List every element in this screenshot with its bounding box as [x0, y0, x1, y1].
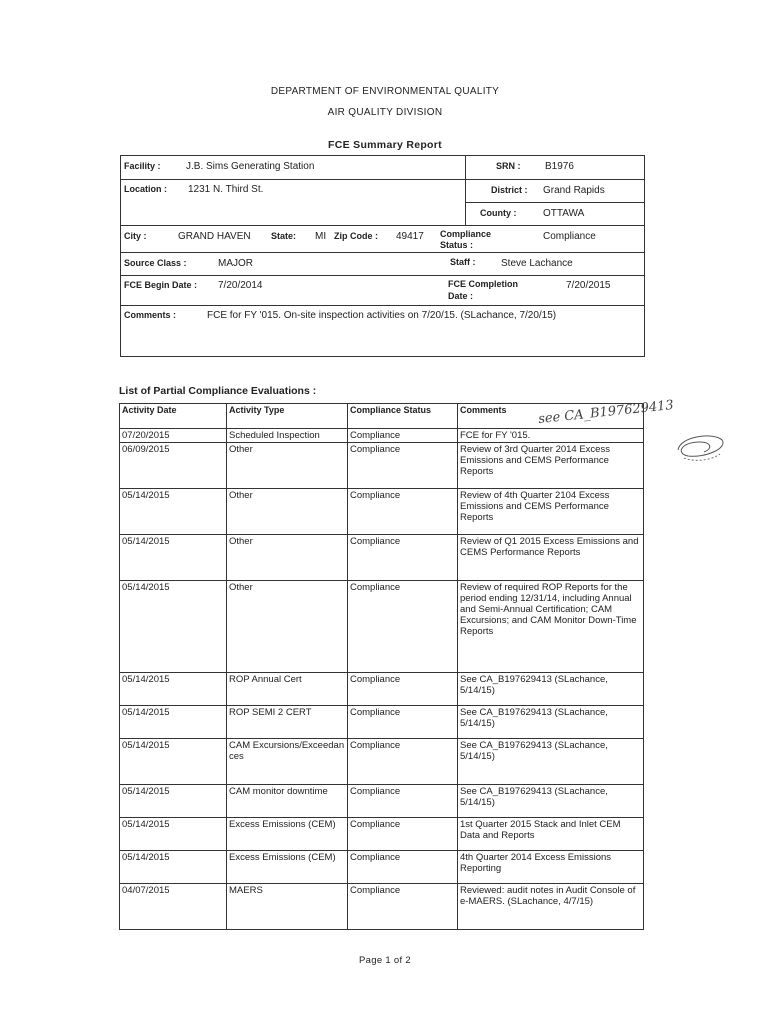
report-title: FCE Summary Report — [328, 139, 442, 151]
table-row — [120, 739, 644, 785]
compliance-status-label-line2: Status : — [440, 240, 474, 250]
divider — [465, 202, 645, 203]
begin-date-value: 7/20/2014 — [218, 280, 263, 291]
state-label: State: — [271, 231, 297, 241]
comments-cell: 4th Quarter 2014 Excess Emissions Reporting — [458, 851, 644, 884]
county-label: County : — [480, 208, 517, 218]
comments-cell: 1st Quarter 2015 Stack and Inlet CEM Data and Reports — [458, 818, 644, 851]
activity-date-cell: 05/14/2015 — [120, 785, 227, 818]
divider — [120, 305, 645, 306]
comments-cell: See CA_B197629413 (SLachance, 5/14/15) — [458, 785, 644, 818]
compliance-status-label-line1: Compliance — [440, 229, 492, 239]
activity-type-cell: ROP Annual Cert — [227, 673, 348, 706]
activity-date-cell: 05/14/2015 — [120, 706, 227, 739]
activity-type-cell: Other — [227, 443, 348, 489]
source-class-value: MAJOR — [218, 258, 253, 269]
location-label: Location : — [124, 184, 167, 194]
activity-type-cell: Excess Emissions (CEM) — [227, 851, 348, 884]
compliance-status-value: Compliance — [543, 231, 596, 242]
comments-cell: See CA_B197629413 (SLachance, 5/14/15) — [458, 673, 644, 706]
comments-label: Comments : — [124, 310, 177, 320]
comments-value: FCE for FY '015. On-site inspection activities on 7/20/15. (SLachance, 7/20/15) — [207, 310, 557, 321]
activity-type-cell: Other — [227, 581, 348, 673]
pce-table — [119, 403, 644, 930]
handwritten-note: see CA_B197629413 — [537, 397, 675, 428]
table-row — [120, 429, 644, 443]
compliance-status-cell: Compliance — [348, 443, 458, 489]
compliance-status-cell: Compliance — [348, 489, 458, 535]
table-row — [120, 785, 644, 818]
comments-cell: Reviewed: audit notes in Audit Console of e-MAERS. (SLachance, 4/7/15) — [458, 884, 644, 930]
department-heading: DEPARTMENT OF ENVIRONMENTAL QUALITY — [270, 86, 500, 97]
activity-type-cell: Excess Emissions (CEM) — [227, 818, 348, 851]
compliance-status-cell: Compliance — [348, 818, 458, 851]
activity-type-cell: Scheduled Inspection — [227, 429, 348, 443]
activity-date-cell: 05/14/2015 — [120, 535, 227, 581]
activity-date-cell: 05/14/2015 — [120, 739, 227, 785]
district-label: District : — [491, 185, 528, 195]
activity-type-cell: MAERS — [227, 884, 348, 930]
comments-cell: Review of Q1 2015 Excess Emissions and CEMS Performance Reports — [458, 535, 644, 581]
divider — [465, 155, 466, 225]
division-heading: AIR QUALITY DIVISION — [327, 107, 443, 118]
divider — [120, 179, 645, 180]
table-row — [120, 851, 644, 884]
compliance-status-cell: Compliance — [348, 673, 458, 706]
activity-type-cell: ROP SEMI 2 CERT — [227, 706, 348, 739]
activity-date-cell: 06/09/2015 — [120, 443, 227, 489]
activity-date-cell: 05/14/2015 — [120, 818, 227, 851]
city-value: GRAND HAVEN — [178, 231, 251, 242]
divider — [120, 275, 645, 276]
zip-label: Zip Code : — [334, 231, 378, 241]
divider — [120, 225, 645, 226]
activity-date-cell: 04/07/2015 — [120, 884, 227, 930]
table-row — [120, 581, 644, 673]
source-class-label: Source Class : — [124, 258, 187, 268]
handwritten-initials-signature — [670, 428, 730, 464]
column-header-comments: Comments — [458, 404, 644, 429]
table-row — [120, 535, 644, 581]
divider — [120, 252, 645, 253]
completion-label-line2: Date : — [448, 291, 474, 301]
table-row — [120, 443, 644, 489]
srn-value: B1976 — [545, 161, 574, 172]
table-row — [120, 489, 644, 535]
compliance-status-cell: Compliance — [348, 851, 458, 884]
compliance-status-cell: Compliance — [348, 785, 458, 818]
comments-cell: Review of 3rd Quarter 2014 Excess Emissions and CEMS Performance Reports — [458, 443, 644, 489]
table-row — [120, 673, 644, 706]
city-label: City : — [124, 231, 147, 241]
district-value: Grand Rapids — [543, 185, 605, 196]
compliance-status-cell: Compliance — [348, 884, 458, 930]
activity-date-cell: 05/14/2015 — [120, 581, 227, 673]
activity-type-cell: CAM monitor downtime — [227, 785, 348, 818]
county-value: OTTAWA — [543, 208, 585, 219]
activity-date-cell: 05/14/2015 — [120, 489, 227, 535]
activity-date-cell: 05/14/2015 — [120, 851, 227, 884]
column-header-compliance-status: Compliance Status — [348, 404, 458, 429]
facility-value: J.B. Sims Generating Station — [186, 161, 315, 172]
table-row — [120, 884, 644, 930]
facility-label: Facility : — [124, 161, 161, 171]
comments-cell: See CA_B197629413 (SLachance, 5/14/15) — [458, 706, 644, 739]
pce-heading: List of Partial Compliance Evaluations : — [119, 385, 317, 397]
staff-value: Steve Lachance — [501, 258, 573, 269]
compliance-status-cell: Compliance — [348, 535, 458, 581]
completion-date-value: 7/20/2015 — [566, 280, 611, 291]
column-header-activity-date: Activity Date — [120, 404, 227, 429]
location-value: 1231 N. Third St. — [188, 184, 264, 195]
completion-label-line1: FCE Completion — [448, 279, 518, 289]
compliance-status-cell: Compliance — [348, 739, 458, 785]
srn-label: SRN : — [496, 161, 521, 171]
comments-cell: Review of required ROP Reports for the period ending 12/31/14, including Annual and Semi-Annual Certification; CAM Excursions; and CAM Monitor Down-Time Reports — [458, 581, 644, 673]
compliance-status-cell: Compliance — [348, 581, 458, 673]
comments-cell: FCE for FY '015. — [458, 429, 644, 443]
zip-value: 49417 — [396, 231, 424, 242]
page-number: Page 1 of 2 — [359, 955, 411, 966]
activity-date-cell: 07/20/2015 — [120, 429, 227, 443]
table-row — [120, 706, 644, 739]
compliance-status-cell: Compliance — [348, 706, 458, 739]
column-header-activity-type: Activity Type — [227, 404, 348, 429]
activity-type-cell: Other — [227, 535, 348, 581]
comments-cell: See CA_B197629413 (SLachance, 5/14/15) — [458, 739, 644, 785]
activity-date-cell: 05/14/2015 — [120, 673, 227, 706]
begin-date-label: FCE Begin Date : — [124, 280, 198, 290]
table-row — [120, 818, 644, 851]
state-value: MI — [315, 231, 327, 242]
staff-label: Staff : — [450, 257, 476, 267]
activity-type-cell: Other — [227, 489, 348, 535]
comments-cell: Review of 4th Quarter 2104 Excess Emissions and CEMS Performance Reports — [458, 489, 644, 535]
activity-type-cell: CAM Excursions/Exceedances — [227, 739, 348, 785]
compliance-status-cell: Compliance — [348, 429, 458, 443]
